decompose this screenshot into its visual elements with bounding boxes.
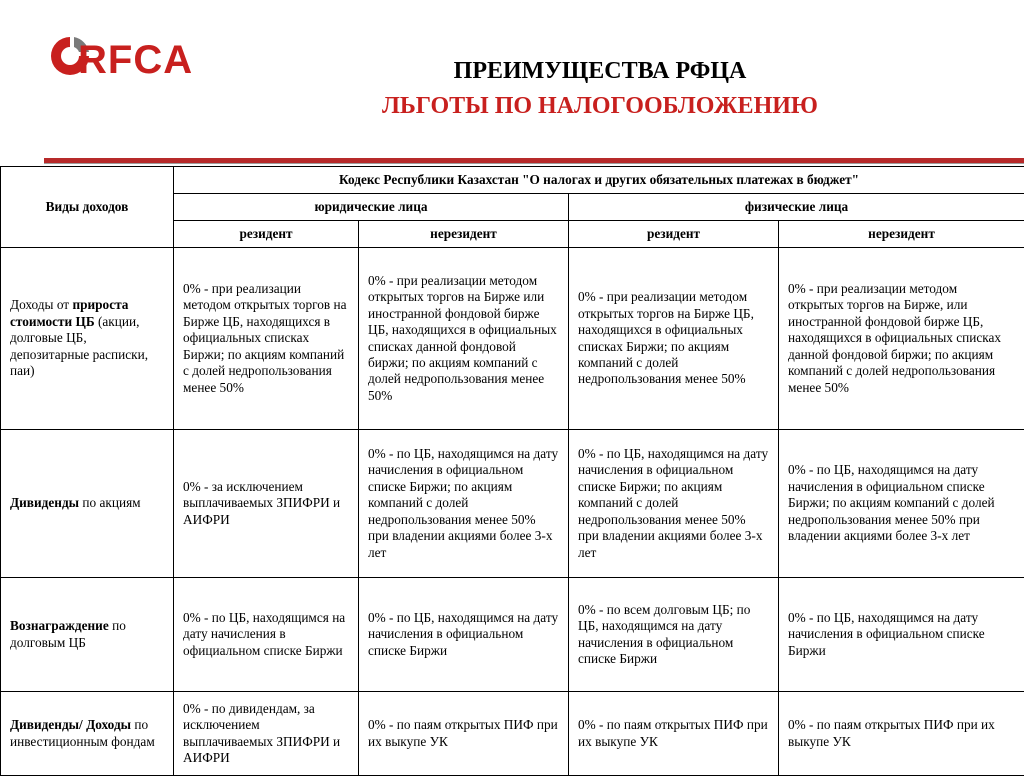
table-cell: 0% - при реализации методом открытых торгов на Бирже ЦБ, находящихся в официальных списках Биржи; по акциям компаний с долей недропользования менее 50% xyxy=(569,248,779,430)
table-cell: 0% - по ЦБ, находящимся на дату начисления в официальном списке Биржи; по акциям компаний с долей недропользования менее 50% при владении акциями более 3-х лет xyxy=(779,430,1024,578)
row-label: Доходы от прироста стоимости ЦБ (акции, долговые ЦБ, депозитарные расписки, паи) xyxy=(1,248,174,430)
individuals-header: физические лица xyxy=(569,194,1024,221)
row-label: Дивиденды по акциям xyxy=(1,430,174,578)
table-cell: 0% - по всем долговым ЦБ; по ЦБ, находящимся на дату начисления в официальном списке Биржи xyxy=(569,578,779,692)
individual-resident-header: резидент xyxy=(569,221,779,248)
table-cell: 0% - по ЦБ, находящимся на дату начисления в официальном списке Биржи xyxy=(359,578,569,692)
table-cell: 0% - по паям открытых ПИФ при их выкупе УК xyxy=(359,692,569,776)
table-row xyxy=(1,692,1024,776)
tax-benefits-table xyxy=(0,166,1024,776)
row-label: Вознаграждение по долговым ЦБ xyxy=(1,578,174,692)
table-cell: 0% - при реализации методом открытых торгов на Бирже, или иностранной фондовой бирже ЦБ, находящихся в официальных списках данной фондовой биржи; по акциям компаний с долей недропользования менее 50% xyxy=(779,248,1024,430)
row-label: Дивиденды/ Доходы по инвестиционным фондам xyxy=(1,692,174,776)
income-types-header: Виды доходов xyxy=(1,167,174,248)
legal-nonresident-header: нерезидент xyxy=(359,221,569,248)
tax-code-header: Кодекс Республики Казахстан "О налогах и других обязательных платежах в бюджет" xyxy=(174,167,1024,194)
table-cell: 0% - за исключением выплачиваемых ЗПИФРИ и АИФРИ xyxy=(174,430,359,578)
individual-nonresident-header: нерезидент xyxy=(779,221,1024,248)
table-cell: 0% - по дивидендам, за исключением выплачиваемых ЗПИФРИ и АИФРИ xyxy=(174,692,359,776)
page-subtitle: ЛЬГОТЫ ПО НАЛОГООБЛОЖЕНИЮ xyxy=(330,93,870,120)
rfca-logo xyxy=(48,34,218,86)
legal-entities-header: юридические лица xyxy=(174,194,569,221)
table-cell: 0% - по паям открытых ПИФ при их выкупе УК xyxy=(569,692,779,776)
table-row xyxy=(1,578,1024,692)
table-row xyxy=(1,430,1024,578)
table-cell: 0% - при реализации методом открытых торгов на Бирже или иностранной фондовой бирже ЦБ, находящихся в официальных списках данной фондовой биржи; по акциям компаний с долей недропользования менее 50% xyxy=(359,248,569,430)
table-cell: 0% - по ЦБ, находящимся на дату начисления в официальном списке Биржи; по акциям компаний с долей недропользования менее 50% при владении акциями более 3-х лет xyxy=(359,430,569,578)
table-cell: 0% - при реализации методом открытых торгов на Бирже ЦБ, находящихся в официальных списках Биржи; по акциям компаний с долей недропользования менее 50% xyxy=(174,248,359,430)
table-cell: 0% - по ЦБ, находящимся на дату начисления в официальном списке Биржи xyxy=(174,578,359,692)
page-title: ПРЕИМУЩЕСТВА РФЦА xyxy=(330,58,870,85)
table-row xyxy=(1,248,1024,430)
table-cell: 0% - по ЦБ, находящимся на дату начисления в официальном списке Биржи; по акциям компаний с долей недропользования менее 50% при владении акциями более 3-х лет xyxy=(569,430,779,578)
table-cell: 0% - по паям открытых ПИФ при их выкупе УК xyxy=(779,692,1024,776)
header-divider-shadow xyxy=(44,163,1024,164)
table-cell: 0% - по ЦБ, находящимся на дату начисления в официальном списке Биржи xyxy=(779,578,1024,692)
logo-text: RFCA xyxy=(78,38,193,82)
legal-resident-header: резидент xyxy=(174,221,359,248)
